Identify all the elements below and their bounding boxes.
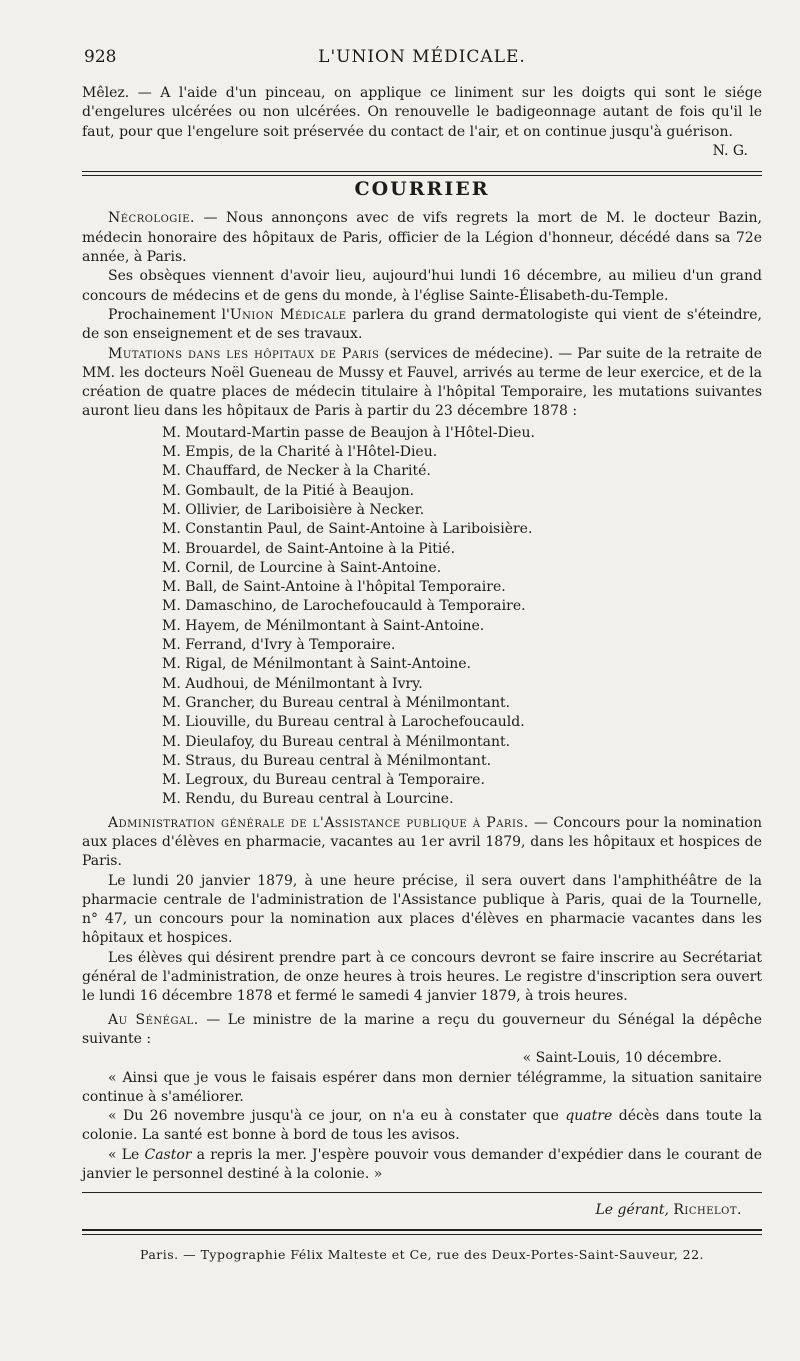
assistance-concours: Le lundi 20 janvier 1879, à une heure précise, il sera ouvert dans l'amphithéâtre de la pharmacie centrale de l'administration de l'Assistance publique à Paris, quai de la Tournelle, n° 47, un concours pour la nomination aux places d'élèves en pharmacie vacantes dans les hôpitaux et hospices. [82,872,762,947]
list-item: M. Brouardel, de Saint-Antoine à la Pitié. [162,540,456,557]
dispatch-quote-2-a: « Du 26 novembre jusqu'à ce jour, on n'a eu à constater que [108,1108,566,1125]
gerant-signature [82,1201,762,1220]
footer-rule-thin [82,1234,762,1235]
senegal-paragraph [82,1011,762,1050]
mutations-text: (services de médecine). — Par suite de la retraite de MM. les docteurs Noël Gueneau de Mussy et Fauvel, arrivés au terme de leur exercice, et de la création de quatre places de médecin titulaire à l'hôpital Temporaire, les mutations suivantes auront lieu dans les hôpitaux de Paris à partir du 23 décembre 1878 : [82,345,763,420]
necrologie-text: — Nous annonçons avec de vifs regrets la mort de M. le docteur Bazin, médecin honoraire des hôpitaux de Paris, officier de la Légion d'honneur, décédé dans sa 72e année, à Paris. [82,210,762,266]
list-item: M. Rigal, de Ménilmontant à Saint-Antoine. [162,656,472,673]
list-item: M. Damaschino, de Larochefoucauld à Temporaire. [162,598,526,615]
journal-title: L'UNION MÉDICALE. [318,47,526,67]
list-item: M. Empis, de la Charité à l'Hôtel-Dieu. [162,444,438,461]
printer-footer: Paris. — Typographie Félix Malteste et Ce, rue des Deux-Portes-Saint-Sauveur, 22. [139,1246,705,1262]
closing-rule [82,1192,762,1193]
dispatch-quote-3-a: « Le [108,1146,145,1163]
list-item: M. Rendu, du Bureau central à Lourcine. [162,791,454,808]
list-item: M. Constantin Paul, de Saint-Antoine à Lariboisière. [162,521,533,538]
page [82,40,762,1264]
ship-name: Castor [144,1146,192,1163]
dispatch-quote-3 [82,1146,762,1185]
assistance-inscription: Les élèves qui désirent prendre part à ce concours devront se faire inscrire au Secrétariat général de l'administration, de onze heures à trois heures. Le registre d'inscription sera ouvert le lundi 16 décembre 1878 et fermé le samedi 4 janvier 1879, à trois heures. [82,949,762,1005]
mutations-paragraph [82,345,762,422]
necrologie-announce-c: parlera du grand dermatologiste qui vient de s'éteindre, de son enseignement et de ses travaux. [82,306,762,343]
section-divider [82,171,762,176]
list-item: M. Audhoui, de Ménilmontant à Ivry. [162,675,423,692]
list-item: M. Legroux, du Bureau central à Temporaire. [162,772,485,789]
gerant-name: Richelot. [673,1202,742,1219]
mutations-lead: Mutations dans les hôpitaux de Paris [108,345,380,362]
list-item: M. Chauffard, de Necker à la Charité. [162,463,431,480]
dispatch-quote-2-c: décès dans toute la colonie. La santé est bonne à bord de tous les avisos. [82,1108,762,1144]
dispatch-place-date: « Saint-Louis, 10 décembre. [522,1050,722,1067]
list-item: M. Ollivier, de Lariboisière à Necker. [162,501,425,518]
necrologie-lead: Nécrologie. [108,210,195,227]
assistance-text: — Concours pour la nomination aux places d'élèves en pharmacie, vacantes au 1er avril 1879, dans les hôpitaux et hospices de Paris. [82,814,762,870]
dispatch-quote-2 [82,1107,762,1146]
dispatch-quote-3-c: a repris la mer. J'espère pouvoir vous demander d'expédier dans le courant de janvier le personnel destiné à la colonie. » [82,1146,762,1183]
list-item: M. Liouville, du Bureau central à Larochefoucauld. [162,714,525,731]
senegal-lead: Au Sénégal. [108,1011,199,1028]
list-item: M. Cornil, de Lourcine à Saint-Antoine. [162,559,442,576]
list-item: M. Grancher, du Bureau central à Ménilmontant. [162,694,511,711]
assistance-lead: Administration générale de l'Assistance publique à Paris. [108,814,529,831]
dispatch-quote-1: « Ainsi que je vous le faisais espérer dans mon dernier télégramme, la situation sanitaire continue à s'améliorer. [82,1069,762,1105]
list-item: M. Dieulafoy, du Bureau central à Ménilmontant. [162,733,511,750]
gerant-label: Le gérant, [595,1202,669,1219]
mutations-list [162,424,762,810]
list-item: M. Moutard-Martin passe de Beaujon à l'Hôtel-Dieu. [162,424,535,441]
list-item: M. Straus, du Bureau central à Ménilmontant. [162,752,492,769]
journal-name-inline: Union Médicale [229,306,347,323]
footer-rule [82,1229,762,1231]
list-item: M. Gombault, de la Pitié à Beaujon. [162,482,415,499]
necrologie-announce [82,306,762,345]
necrologie-obseques: Ses obsèques viennent d'avoir lieu, aujourd'hui lundi 16 décembre, au milieu d'un grand concours de médecins et de gens du monde, à l'église Sainte-Élisabeth-du-Temple. [82,268,762,304]
necrologie-announce-a: Prochainement l' [108,306,230,323]
page-header [82,40,762,70]
intro-paragraph: Mêlez. — A l'aide d'un pinceau, on applique ce liniment sur les doigts qui sont le siége d'engelures ulcérées ou non ulcérées. On renouvelle le badigeonnage autant de fois qu'il le faut, pour que l'engelure soit préservée du contact de l'air, et on continue jusqu'à guérison. [82,85,762,140]
senegal-text: — Le ministre de la marine a reçu du gouverneur du Sénégal la dépêche suivante : [82,1011,763,1047]
assistance-paragraph [82,814,762,872]
intro-signature: N. G. [712,142,748,159]
necrologie-paragraph [82,209,762,267]
list-item: M. Ball, de Saint-Antoine à l'hôpital Temporaire. [162,579,506,596]
list-item: M. Ferrand, d'Ivry à Temporaire. [162,637,396,654]
section-title: COURRIER [354,178,490,201]
dispatch-quote-2-em: quatre [565,1108,613,1125]
page-number: 928 [84,47,117,67]
list-item: M. Hayem, de Ménilmontant à Saint-Antoine. [162,617,485,634]
